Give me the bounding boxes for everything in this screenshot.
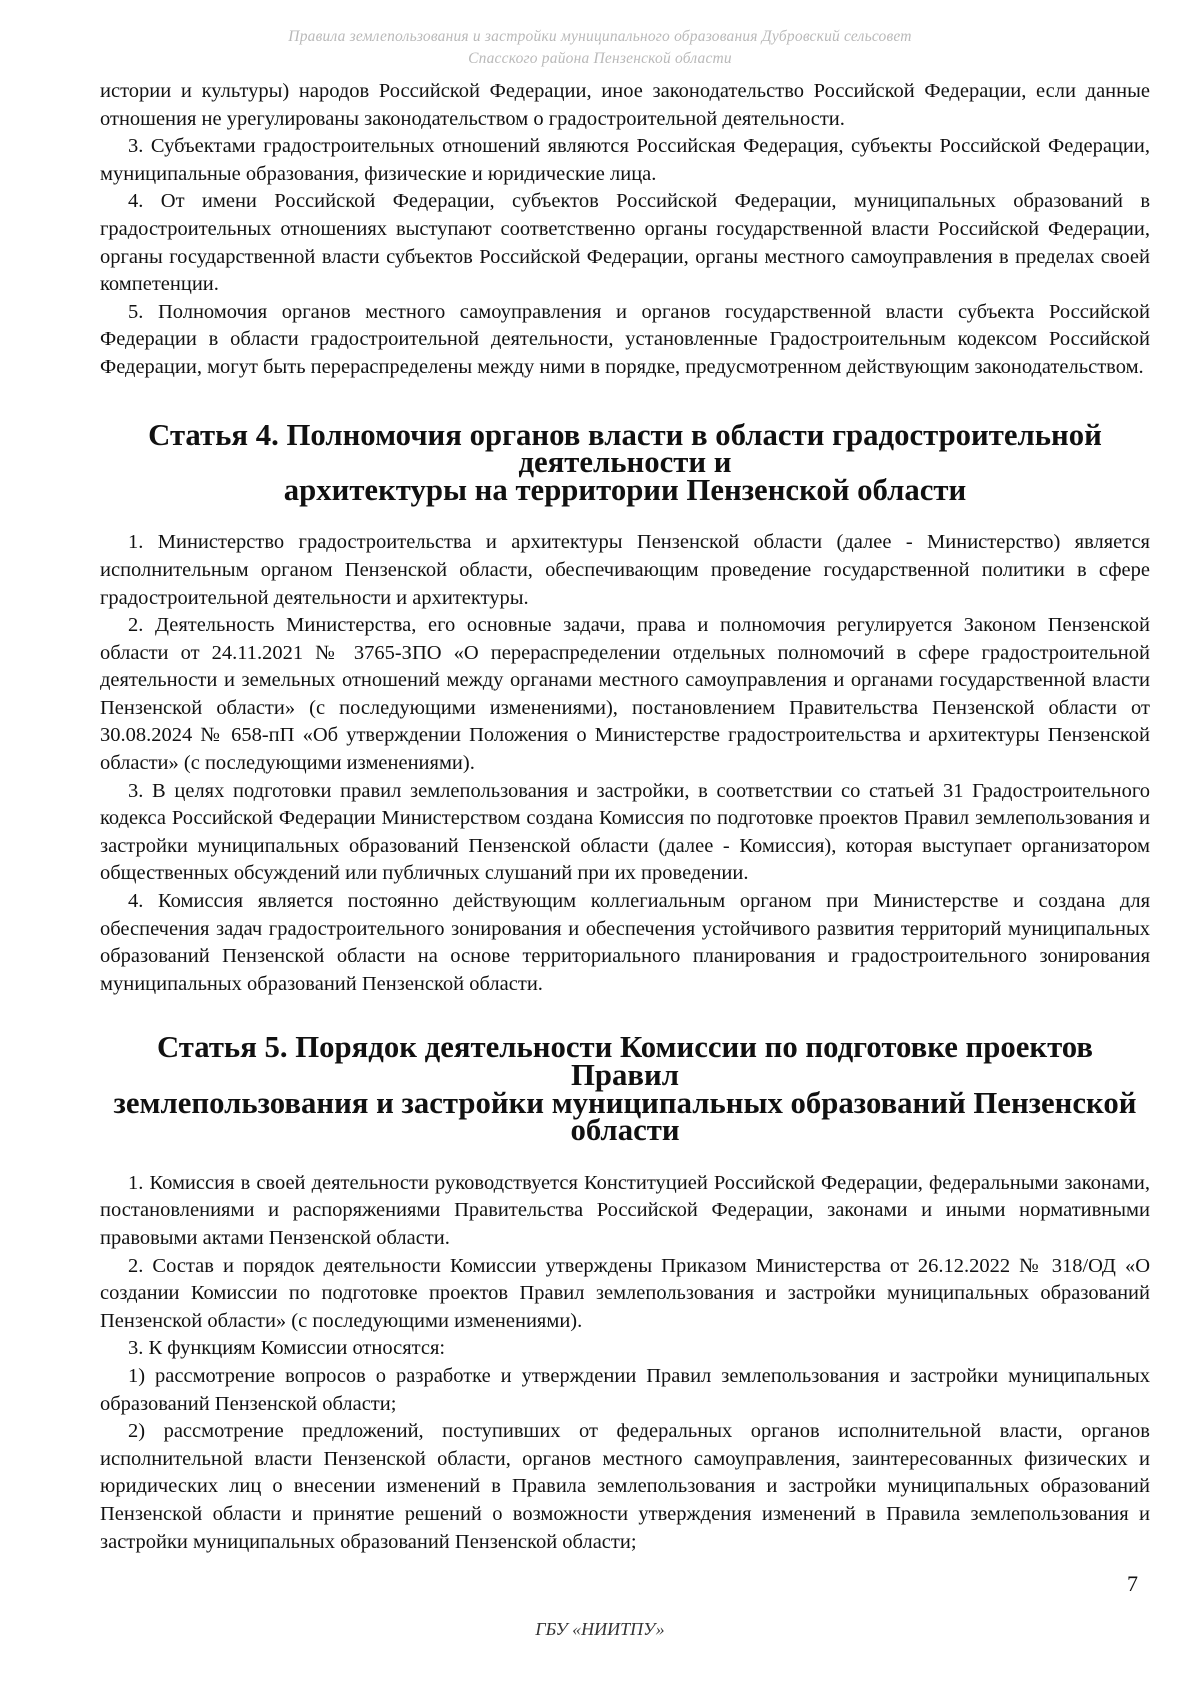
article-4-paragraph-4: 4. Комиссия является постоянно действующим коллегиальным органом при Министерстве и создана для обеспечения задач градостроительного зонирования и обеспечения устойчивого развития территорий муниципальных образований Пензенской области на основе территориального планирования и градостроительного зонирования муниципальных образований Пензенской области.	[100, 890, 1150, 995]
page-number: 7	[1127, 1571, 1138, 1596]
article-4-paragraph-3: 3. В целях подготовки правил землепользования и застройки, в соответствии со статьей 31 Градостроительного кодекса Российской Федерации Министерством создана Комиссия по подготовке проектов Правил землепользования и застройки муниципальных образований Пензенской области (далее - Комиссия), которая выступает организатором общественных обсуждений или публичных слушаний при их проведении.	[100, 779, 1150, 885]
article-5-list-item-2: 2) рассмотрение предложений, поступивших от федеральных органов исполнительной власти, органов исполнительной власти Пензенской области, органов местного самоуправления, заинтересованных физических и юридических лиц о внесении изменений в Правила землепользования и застройки муниципальных образований Пензенской области и принятие решений о возможности утверждения изменений в Правила землепользования и застройки муниципальных образований Пензенской области;	[100, 1420, 1150, 1553]
paragraph-4: 4. От имени Российской Федерации, субъектов Российской Федерации, муниципальных образований в градостроительных отношениях выступают соответственно органы государственной власти Российской Федерации, органы государственной власти субъектов Российской Федерации, органы местного самоуправления в пределах своей компетенции.	[100, 190, 1150, 296]
page-footer: ГБУ «НИИТПУ»	[535, 1619, 665, 1639]
article-4-paragraph-1: 1. Министерство градостроительства и архитектуры Пензенской области (далее - Министерство) является исполнительным органом Пензенской области, обеспечивающим проведение государственной политики в сфере градостроительной деятельности и архитектуры.	[100, 531, 1150, 609]
document-body	[100, 78, 1150, 1556]
article-4-heading-line-1: Статья 4. Полномочия органов власти в области градостроительной деятельности и	[148, 417, 1102, 480]
paragraph-3: 3. Субъектами градостроительных отношений являются Российская Федерация, субъекты Российской Федерации, муниципальные образования, физические и юридические лица.	[100, 135, 1150, 185]
running-header-line-2: Спасского района Пензенской области	[468, 50, 732, 67]
article-4-paragraph-2: 2. Деятельность Министерства, его основные задачи, права и полномочия регулируется Законом Пензенской области от 24.11.2021 № 3765-ЗПО «О перераспределении отдельных полномочий в сфере градостроительной деятельности и земельных отношений между органами местного самоуправления и органами государственной власти Пензенской области» (с последующими изменениями), постановлением Правительства Пензенской области от 30.08.2024 № 658-пП «Об утверждении Положения о Министерстве градостроительства и архитектуры Пензенской области» (с последующими изменениями).	[100, 614, 1150, 775]
paragraph-5: 5. Полномочия органов местного самоуправления и органов государственной власти субъекта Российской Федерации в области градостроительной деятельности, установленные Градостроительным кодексом Российской Федерации, могут быть перераспределены между ними в порядке, предусмотренном действующим законодательством.	[100, 300, 1150, 378]
article-5-heading	[100, 1030, 1150, 1148]
article-5-paragraph-1: 1. Комиссия в своей деятельности руководствуется Конституцией Российской Федерации, федеральными законами, постановлениями и распоряжениями Правительства Российской Федерации, законами и иными нормативными правовыми актами Пензенской области.	[100, 1171, 1150, 1249]
article-4-heading-line-2: архитектуры на территории Пензенской области	[283, 472, 967, 507]
running-header	[150, 26, 1050, 70]
running-header-line-1: Правила землепользования и застройки муниципального образования Дубровский сельсовет	[288, 28, 912, 45]
article-5-heading-line-1: Статья 5. Порядок деятельности Комиссии по подготовке проектов Правил	[156, 1030, 1094, 1092]
article-5-paragraph-3: 3. К функциям Комиссии относятся:	[128, 1337, 446, 1360]
article-5-list-item-1: 1) рассмотрение вопросов о разработке и утверждении Правил землепользования и застройки муниципальных образований Пензенской области;	[100, 1364, 1150, 1415]
article-5-paragraph-2: 2. Состав и порядок деятельности Комиссии утверждены Приказом Министерства от 26.12.2022 № 318/ОД «О создании Комиссии по подготовке проектов Правил землепользования и застройки муниципальных образований Пензенской области» (с последующими изменениями).	[100, 1254, 1150, 1332]
paragraph-intro-continuation: истории и культуры) народов Российской Федерации, иное законодательство Российской Федерации, если данные отношения не урегулированы законодательством о градостроительной деятельности.	[100, 80, 1150, 130]
article-4-heading	[100, 417, 1150, 507]
article-5-heading-line-2: землепользования и застройки муниципальных образований Пензенской области	[113, 1085, 1137, 1148]
